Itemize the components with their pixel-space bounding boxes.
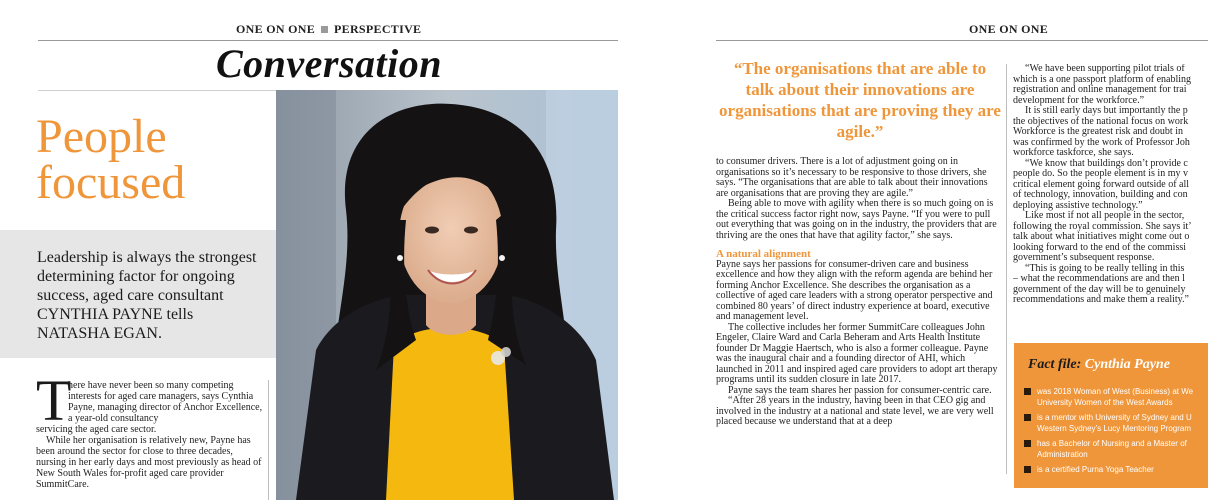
fact-item	[1024, 464, 1208, 475]
fact-file-name: Cynthia Payne	[1084, 357, 1170, 372]
body-paragraph-1-cont: servicing the aged care sector.	[36, 424, 157, 435]
bullet-square-icon	[1024, 466, 1031, 473]
line: recommendations and make them a reality.”	[1013, 294, 1189, 305]
line: “This is going to be really telling in this	[1025, 262, 1185, 274]
column-divider	[268, 380, 269, 500]
body-paragraph-2: While her organisation is relatively new, Payne has been around the sector for close to three decades, nursing in her early days and most previously as head of New South Wales for-profit aged care provider SummitCare.	[36, 435, 262, 490]
section-label-one-on-one: ONE ON ONE	[236, 22, 316, 36]
fact-item	[1024, 438, 1208, 460]
line: workforce taskforce, she says.	[1013, 147, 1134, 158]
paragraph: to consumer drivers. There is a lot of adjustment going on in organisations so it’s necessary to be responsive to those drivers, she says. “The organisations that are able to talk about their innovations are organisations that are proving they are agile.”	[716, 156, 988, 199]
line: government of the day will be to genuinely	[1013, 283, 1186, 295]
square-separator-icon	[321, 26, 328, 33]
headline-line-1: People	[36, 110, 167, 163]
line: looking forward to the end of the commissi	[1013, 241, 1187, 253]
article-headline	[36, 110, 276, 209]
paragraph: Being able to move with agility when there is so much going on is the critical success factor right now, says Payne. “If you were to pull out everything that was going on in the industry, the providers that are thriving are the ones that have that agility factor,” she says.	[716, 198, 997, 241]
fact-file-title	[1028, 357, 1170, 373]
line: “We have been supporting pilot trials of	[1025, 64, 1185, 74]
section-label-perspective: PERSPECTIVE	[334, 22, 422, 36]
line: It is still early days but importantly the p	[1025, 105, 1188, 116]
fact-file-label: Fact file:	[1028, 357, 1082, 372]
fact-item	[1024, 412, 1208, 434]
section-header-left	[236, 22, 421, 37]
fact-text: University Women of the West Awards	[1037, 398, 1173, 407]
article-body-left	[36, 380, 264, 490]
page-title: Conversation	[215, 41, 443, 86]
line: of technology, innovation, building and con	[1013, 189, 1188, 200]
section-header-right: ONE ON ONE	[969, 22, 1049, 36]
article-body-middle	[716, 157, 1002, 428]
line: which is a one passport platform of enabling	[1013, 73, 1192, 85]
line: “We know that buildings don’t provide c	[1025, 157, 1188, 169]
header-rule-right	[716, 40, 1208, 41]
standfirst: Leadership is always the strongest determining factor for ongoing success, aged care consultant CYNTHIA PAYNE tells NATASHA EGAN.	[37, 249, 257, 342]
portrait-photo	[276, 90, 618, 500]
line: critical element going forward outside of all	[1013, 178, 1190, 190]
column-divider-right	[1006, 64, 1007, 474]
paragraph: Payne says the team shares her passion for consumer-centric care.	[728, 384, 992, 396]
pull-quote: “The organisations that are able to talk about their innovations are organisations that are proving they are agile.”	[719, 59, 1001, 141]
fact-text: is a mentor with University of Sydney and U	[1037, 413, 1192, 422]
fact-text: is a certified Purna Yoga Teacher	[1037, 465, 1154, 474]
line: people do. So the people element is in my v	[1013, 168, 1188, 179]
bullet-square-icon	[1024, 388, 1031, 395]
fact-text: has a Bachelor of Nursing and a Master of	[1037, 439, 1187, 448]
line: the objectives of the national focus on work	[1013, 115, 1189, 127]
bullet-square-icon	[1024, 440, 1031, 447]
line: registration and online management for trai	[1013, 84, 1187, 95]
fact-item	[1024, 386, 1208, 408]
headline-line-2: focused	[36, 156, 186, 209]
line: following the royal commission. She says it’	[1013, 220, 1192, 232]
paragraph: Payne says her passions for consumer-driven care and business excellence and how they align with the reform agenda are behind her forming Anchor Excellence. She describes the organisation as a collective of aged care leaders with a strong operator perspective and combined 80 years’ of direct industry experience at board, executive and management level.	[716, 258, 993, 322]
drop-cap: T	[36, 368, 72, 433]
body-paragraph-1: here have never been so many competing interests for aged care managers, says Cynthia Payne, managing director of Anchor Excellence, a year-old consultancy	[68, 380, 263, 424]
line: talk about what initiatives might come out o	[1013, 231, 1190, 242]
subheading: A natural alignment	[716, 248, 811, 260]
fact-text: Administration	[1037, 450, 1088, 459]
bullet-square-icon	[1024, 414, 1031, 421]
fact-text: Western Sydney’s Lucy Mentoring Program	[1037, 424, 1191, 433]
fact-file-list	[1024, 386, 1208, 479]
line: was confirmed by the work of Professor Joh	[1013, 136, 1190, 148]
portrait-illustration	[276, 90, 618, 500]
paragraph: The collective includes her former SummitCare colleagues John Engeler, Claire Ward and Carla Beheram and Arts Health Institute founder Dr Maggie Haertsch, who is also a former colleague. Payne was the inaugural chair and a founding director of AHI, which launched in 2011 and inspired aged care providers to adopt art therapy programs until its sudden closure in late 2017.	[716, 321, 998, 385]
fact-text: was 2018 Woman of West (Business) at We	[1037, 387, 1194, 396]
line: deploying assistive technology.”	[1013, 199, 1143, 211]
paragraph: “After 28 years in the industry, having been in that CEO gig and involved in the industry at a national and state level, we are very well placed because we understand that at a deep	[716, 395, 994, 427]
line: – what the recommendations are and then l	[1013, 273, 1185, 284]
line: Workforce is the greatest risk and doubt in	[1013, 126, 1183, 137]
article-body-right	[1013, 64, 1208, 306]
line: development for the workforce.”	[1013, 94, 1145, 106]
line: Like most if not all people in the sector,	[1025, 210, 1185, 221]
line: government’s subsequent response.	[1013, 252, 1155, 263]
